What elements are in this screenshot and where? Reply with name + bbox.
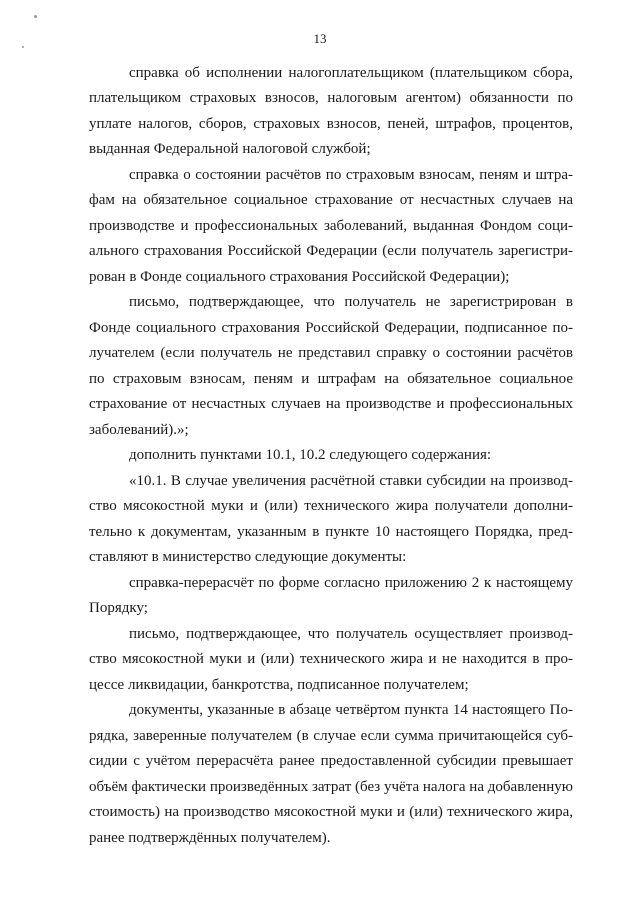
text-line: Порядку; [89, 600, 148, 616]
text-line: ранее подтверждённых получателем). [89, 830, 331, 846]
page-number: 13 [313, 31, 327, 46]
text-line: объём фактически произведённых затрат (без учёта налога на добавленную [89, 779, 573, 795]
scan-speck [22, 46, 24, 48]
text-line: «10.1. В случае увеличения расчётной ставки субсидии на производ- [129, 473, 573, 489]
text-line: рован в Фонде социального страхования Российской Федерации); [89, 269, 510, 285]
text-line: страхование от несчастных случаев на производстве и профессиональных [89, 396, 573, 412]
text-line: ального страхования Российской Федерации (если получатель зарегистри- [89, 243, 573, 259]
text-line: производстве и профессиональных заболеваний, выданная Фондом соци- [89, 218, 573, 234]
text-line: ство мясокостной муки и (или) технического жира получатели дополни- [89, 498, 573, 514]
text-line: ставляют в министерство следующие документы: [89, 549, 407, 565]
text-line: цессе ликвидации, банкротства, подписанное получателем; [89, 677, 469, 693]
text-line: стоимость) на производство мясокостной муки и (или) технического жира, [89, 804, 573, 820]
text-line: дополнить пунктами 10.1, 10.2 следующего содержания: [129, 447, 492, 463]
text-line: справка о состоянии расчётов по страховым взносам, пеням и штра- [129, 167, 573, 183]
text-line: сидии с учётом перерасчёта ранее предоставленной субсидии превышает [89, 753, 573, 769]
text-line: письмо, подтверждающее, что получатель осуществляет производ- [129, 626, 573, 642]
text-line: выданная Федеральной налоговой службой; [89, 141, 371, 157]
text-line: лучателем (если получатель не представил справку о состоянии расчётов [89, 345, 573, 361]
text-line: письмо, подтверждающее, что получатель не зарегистрирован в [129, 294, 573, 310]
text-line: фам на обязательное социальное страхование от несчастных случаев на [89, 192, 573, 208]
text-line: ство мясокостной муки и (или) технического жира и не находится в про- [89, 651, 573, 667]
text-line: справка об исполнении налогоплательщиком (плательщиком сбора, [129, 65, 573, 81]
text-line: заболеваний).»; [89, 422, 189, 438]
text-line: по страховым взносам, пеням и штрафам на обязательное социальное [89, 371, 573, 387]
scan-speck [34, 15, 37, 18]
text-line: уплате налогов, сборов, страховых взносов, пеней, штрафов, процентов, [89, 116, 573, 132]
text-line: документы, указанные в абзаце четвёртом пункта 14 настоящего По- [129, 702, 573, 718]
text-line: рядка, заверенные получателем (в случае если сумма причитающейся суб- [89, 728, 573, 744]
text-line: Фонде социального страхования Российской Федерации, подписанное по- [89, 320, 573, 336]
text-line: плательщиком страховых взносов, налоговым агентом) обязанности по [89, 90, 573, 106]
text-line: тельно к документам, указанным в пункте 10 настоящего Порядка, пред- [89, 524, 573, 540]
text-line: справка-перерасчёт по форме согласно приложению 2 к настоящему [129, 575, 573, 591]
